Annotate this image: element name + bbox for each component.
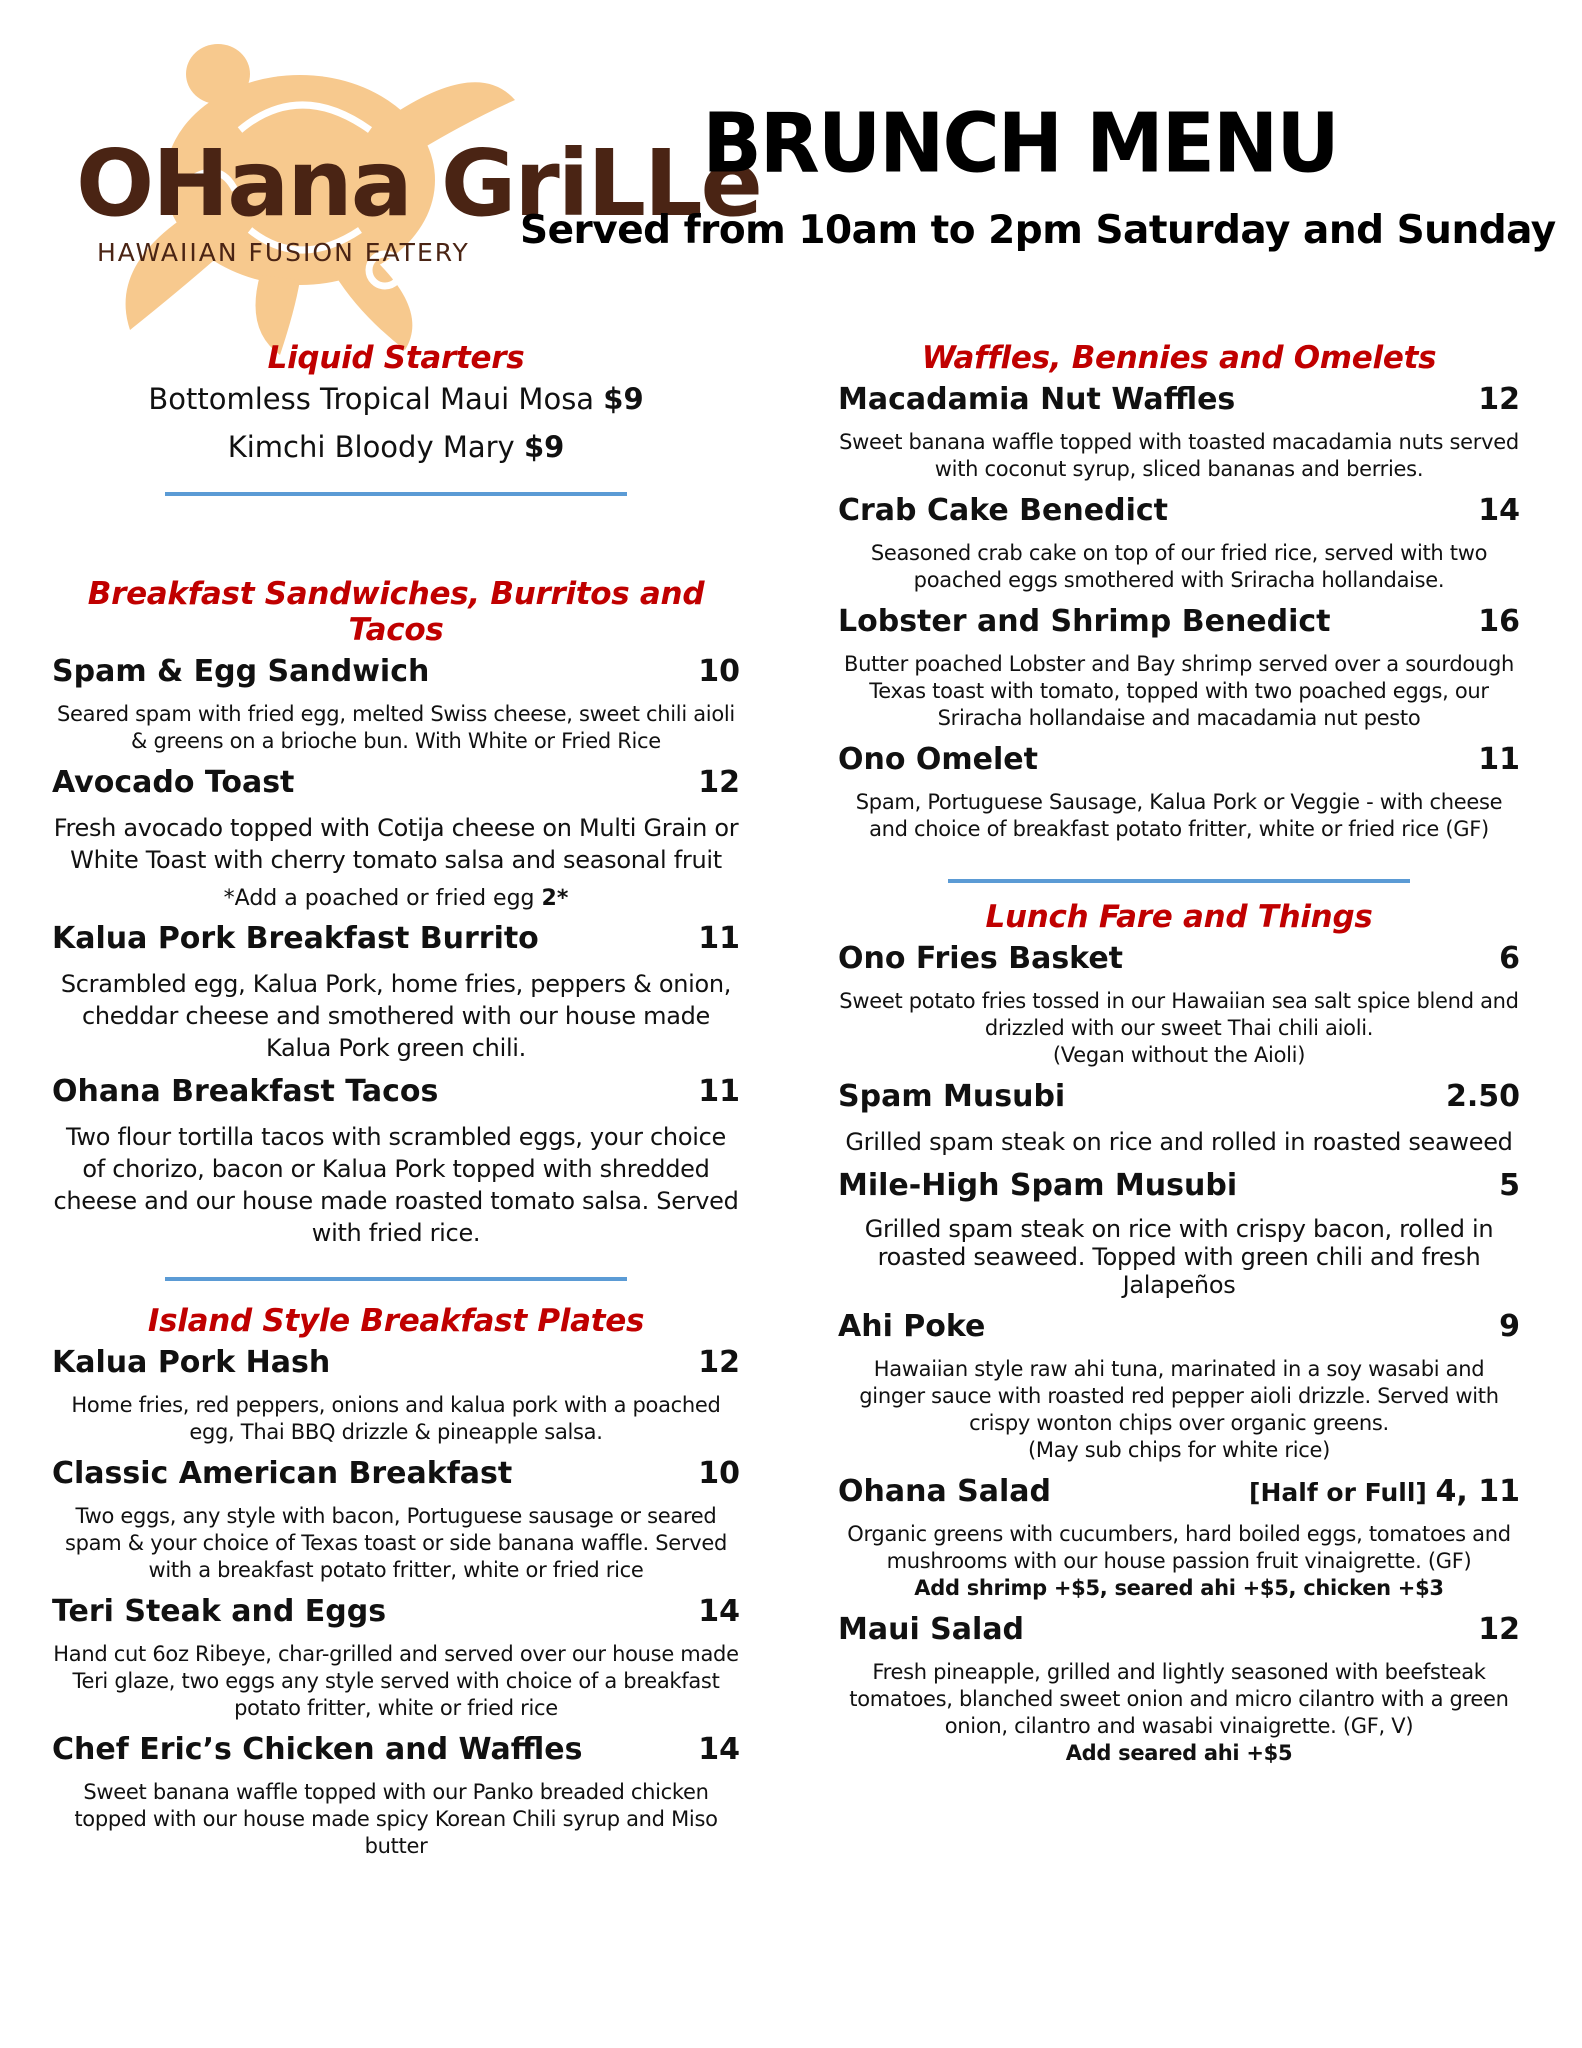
menu-item <box>838 604 1520 639</box>
menu-item <box>838 742 1520 777</box>
item-price: 6 <box>1499 941 1520 976</box>
item-price: 11 <box>698 1074 740 1109</box>
menu-item <box>52 765 740 800</box>
logo <box>70 40 761 360</box>
item-name: Ohana Salad <box>838 1474 1052 1509</box>
section-title-plates: Island Style Breakfast Plates <box>147 1303 645 1339</box>
menu-item <box>52 921 740 956</box>
page-title: BRUNCH MENU <box>702 96 1338 192</box>
item-description: Two eggs, any style with bacon, Portuguese sausage or seared spam & your choice of Texas toast or side banana waffle. Served with a breakfast potato fritter, white or fried rice <box>64 1504 728 1582</box>
menu-item <box>838 941 1520 976</box>
drink-item <box>52 382 740 416</box>
add-egg-note: *Add a poached or fried egg 2* <box>223 886 569 911</box>
section-divider <box>948 879 1410 883</box>
item-qualifier: [Half or Full] <box>1249 1478 1436 1507</box>
right-column <box>838 340 1520 1777</box>
item-name: Lobster and Shrimp Benedict <box>838 604 1331 639</box>
section-title-liquid-starters: Liquid Starters <box>267 340 525 376</box>
item-description: Home fries, red peppers, onions and kalua pork with a poached egg, Thai BBQ drizzle & pineapple salsa. <box>71 1393 721 1444</box>
item-description: Grilled spam steak on rice and rolled in roasted seaweed <box>845 1128 1513 1156</box>
item-name: Mile-High Spam Musubi <box>838 1168 1238 1203</box>
item-description: Seared spam with fried egg, melted Swiss cheese, sweet chili aioli & greens on a brioche bun. With White or Fried Rice <box>57 702 735 753</box>
section-title-lunch: Lunch Fare and Things <box>985 899 1373 935</box>
item-price: 14 <box>1478 493 1520 528</box>
menu-item <box>52 1345 740 1380</box>
menu-item <box>838 382 1520 417</box>
menu-item <box>838 1309 1520 1344</box>
item-price: 12 <box>1478 1612 1520 1647</box>
item-description: Spam, Portuguese Sausage, Kalua Pork or Veggie - with cheese and choice of breakfast potato fritter, white or fried rice (GF) <box>855 790 1503 841</box>
item-name: Crab Cake Benedict <box>838 493 1168 528</box>
item-name: Chef Eric’s Chicken and Waffles <box>52 1732 583 1767</box>
item-description: Butter poached Lobster and Bay shrimp served over a sourdough Texas toast with tomato, topped with two poached eggs, our Sriracha hollandaise and macadamia nut pesto <box>844 652 1514 730</box>
item-name: Ohana Breakfast Tacos <box>52 1074 439 1109</box>
drink-price: $9 <box>523 430 565 464</box>
menu-item <box>838 493 1520 528</box>
section-divider <box>165 492 627 496</box>
menu-item <box>838 1612 1520 1647</box>
item-price: 10 <box>698 1456 740 1491</box>
item-description: Fresh avocado topped with Cotija cheese on Multi Grain or White Toast with cherry tomato salsa and seasonal fruit <box>53 814 739 874</box>
item-description: Scrambled egg, Kalua Pork, home fries, peppers & onion, cheddar cheese and smothered with our house made Kalua Pork green chili. <box>60 970 732 1062</box>
item-description: Grilled spam steak on rice with crispy bacon, rolled in roasted seaweed. Topped with green chili and fresh Jalapeños <box>864 1215 1494 1299</box>
item-description-note: (May sub chips for white rice) <box>1027 1438 1330 1462</box>
item-description: Sweet banana waffle topped with toasted macadamia nuts served with coconut syrup, sliced bananas and berries. <box>839 430 1519 481</box>
item-price: 12 <box>698 1345 740 1380</box>
item-name: Avocado Toast <box>52 765 295 800</box>
item-name: Kalua Pork Breakfast Burrito <box>52 921 539 956</box>
item-description: Hand cut 6oz Ribeye, char-grilled and served over our house made Teri glaze, two eggs any style served with choice of a breakfast potato fritter, white or fried rice <box>53 1642 739 1720</box>
menu-item <box>52 1456 740 1491</box>
item-price: 5 <box>1499 1168 1520 1203</box>
drink-price: $9 <box>603 382 644 416</box>
item-name: Kalua Pork Hash <box>52 1345 331 1380</box>
item-price: 14 <box>698 1732 740 1767</box>
item-name: Classic American Breakfast <box>52 1456 513 1491</box>
item-description: Sweet banana waffle topped with our Panko breaded chicken topped with our house made spicy Korean Chili syrup and Miso butter <box>74 1780 718 1858</box>
item-price: 16 <box>1478 604 1520 639</box>
item-price: 9 <box>1499 1309 1520 1344</box>
section-title-waffles: Waffles, Bennies and Omelets <box>921 340 1437 376</box>
item-price: 11 <box>698 921 740 956</box>
item-price: 10 <box>698 654 740 689</box>
item-price: 14 <box>698 1594 740 1629</box>
served-hours: Served from 10am to 2pm Saturday and Sunday <box>520 208 1556 253</box>
item-price: [Half or Full] 4, 11 <box>1249 1474 1520 1509</box>
item-price: 12 <box>698 765 740 800</box>
drink-item <box>52 430 740 464</box>
item-name: Maui Salad <box>838 1612 1025 1647</box>
section-title-sandwiches: Breakfast Sandwiches, Burritos and Tacos <box>87 576 705 648</box>
item-price: 12 <box>1478 382 1520 417</box>
item-name: Spam & Egg Sandwich <box>52 654 430 689</box>
item-name: Ono Fries Basket <box>838 941 1124 976</box>
item-name: Macadamia Nut Waffles <box>838 382 1236 417</box>
brand-tagline: HAWAIIAN FUSION EATERY <box>97 238 470 267</box>
item-description: Seasoned crab cake on top of our fried rice, served with two poached eggs smothered with Sriracha hollandaise. <box>870 541 1488 592</box>
item-name: Teri Steak and Eggs <box>52 1594 387 1629</box>
drink-name: Kimchi Bloody Mary <box>227 430 515 464</box>
section-divider <box>165 1277 627 1281</box>
drink-name: Bottomless Tropical Maui Mosa <box>148 382 595 416</box>
left-column <box>52 340 740 1870</box>
item-add-on-note: Add seared ahi +$5 <box>1065 1741 1293 1765</box>
brand-name: OHana GriLLe <box>76 130 761 237</box>
item-description: Two flour tortilla tacos with scrambled eggs, your choice of chorizo, bacon or Kalua Pork topped with shredded cheese and our house made roasted tomato salsa. Served with fried rice. <box>53 1123 739 1247</box>
menu-item <box>838 1474 1520 1509</box>
item-description: Sweet potato fries tossed in our Hawaiian sea salt spice blend and drizzled with our sweet Thai chili aioli. <box>839 989 1519 1040</box>
item-name: Ono Omelet <box>838 742 1038 777</box>
menu-item <box>52 1594 740 1629</box>
menu-item <box>838 1079 1520 1114</box>
menu-item <box>838 1168 1520 1203</box>
item-price: 2.50 <box>1445 1079 1520 1114</box>
menu-item <box>52 1074 740 1109</box>
item-name: Ahi Poke <box>838 1309 986 1344</box>
item-description: Fresh pineapple, grilled and lightly seasoned with beefsteak tomatoes, blanched sweet onion and micro cilantro with a green onion, cilantro and wasabi vinaigrette. (GF, V) <box>849 1660 1509 1738</box>
menu-item <box>52 1732 740 1767</box>
menu-item <box>52 654 740 689</box>
item-description-note: (Vegan without the Aioli) <box>1052 1043 1306 1067</box>
item-description: Organic greens with cucumbers, hard boiled eggs, tomatoes and mushrooms with our house passion fruit vinaigrette. (GF) <box>847 1522 1511 1573</box>
item-description: Hawaiian style raw ahi tuna, marinated in a soy wasabi and ginger sauce with roasted red pepper aioli drizzle. Served with crispy wonton chips over organic greens. <box>859 1357 1499 1435</box>
item-add-on-note: Add shrimp +$5, seared ahi +$5, chicken +$3 <box>914 1576 1444 1600</box>
item-price: 11 <box>1478 742 1520 777</box>
item-name: Spam Musubi <box>838 1079 1066 1114</box>
